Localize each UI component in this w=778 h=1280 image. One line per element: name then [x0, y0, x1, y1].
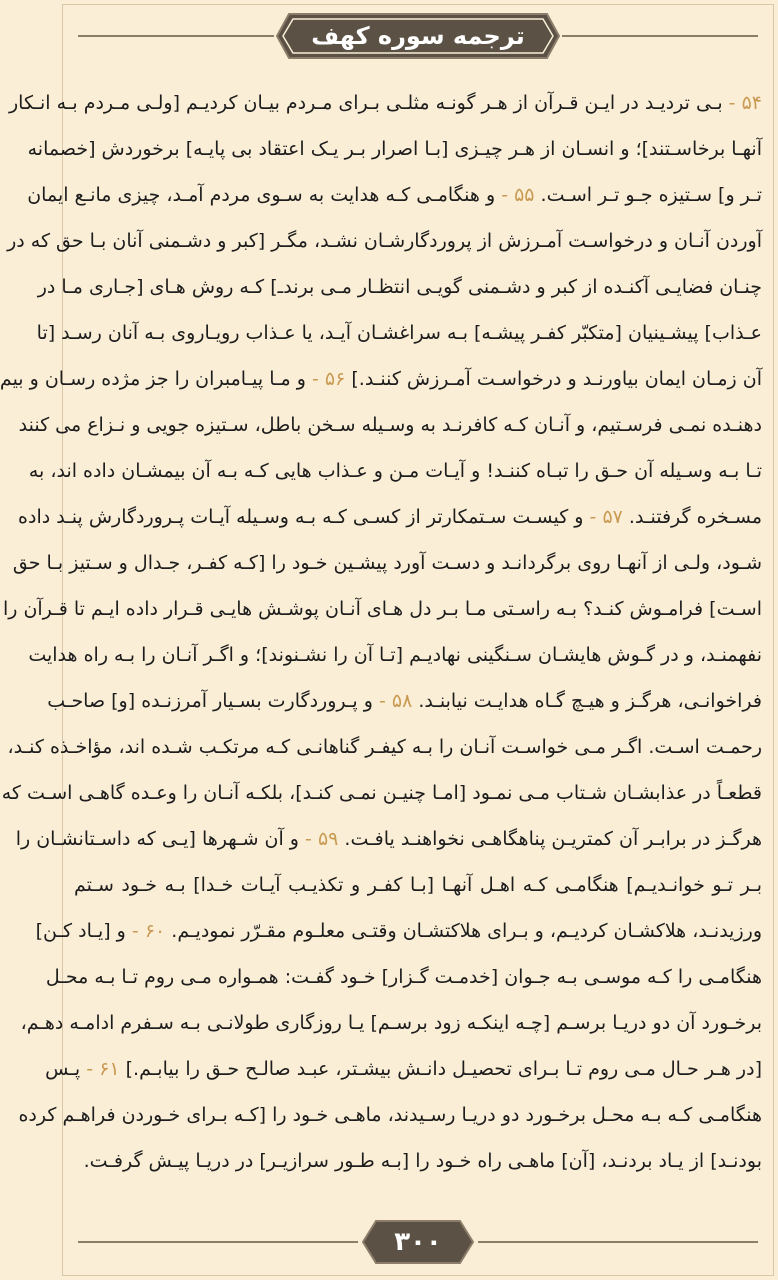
header: [58, 10, 778, 62]
text-line: [74, 1138, 762, 1184]
footer-rule-left: [78, 1241, 358, 1243]
text-segment: فراخوانـی، هرگـز و هیـچ گـاه هدایـت نیابنـد.: [412, 690, 762, 712]
text-segment: چنـان فضایـی آکنـده از کبر و دشـمنی گویـی انتظـار مـی برندـ] کـه روش هـای [جـاری مـا در: [37, 276, 762, 298]
text-segment: و آن شـهرها [یـی که داسـتانشـان را: [15, 828, 306, 850]
text-segment: و [یـاد کـن]: [35, 920, 132, 942]
text-segment: بـی تردیـد در ایـن قـرآن از هـر گونـه مثلـی بـرای مـردم بیـان کردیـم [ولـی مـردم بـه انـکار: [9, 92, 729, 114]
text-line: [27, 126, 762, 172]
text-segment: و کیسـت سـتمکارتر از کسـی کـه بـه وسـیله آیـات پـروردگارش پنـد داده: [18, 506, 590, 528]
text-segment: [در هـر حـال مـی روم تـا بـرای تحصیـل دانـش بیشـتر، عبـد صالـح حـق را بیابـم.]: [119, 1058, 762, 1080]
text-segment: هرگـز در برابـر آن کمتریـن پناهگاهـی نخواهنـد یافـت.: [338, 828, 762, 850]
text-line: [9, 80, 762, 126]
text-line: [28, 632, 762, 678]
text-line: [18, 494, 762, 540]
text-segment: عـذاب] پیشـینیان [متکبّر کفـر پیشـه] بـه سراغشـان آیـد، یا عـذاب رویـاروی بـه آنان رسـد [تا: [36, 322, 762, 344]
page-title: ترجمه سوره کهف: [311, 22, 525, 50]
text-segment: تـا بـه وسـیله آن حـق را تبـاه کننـد! و آیـات مـن و عـذاب هایی کـه بـه آن بیمشـان داده اند، به: [28, 460, 762, 482]
text-line: [2, 586, 762, 632]
text-segment: ورزیدنـد، هلاکشـان کردیـم، و بـرای هلاکتشـان وقتـی معلـوم مقـرّر نمودیـم.: [165, 920, 762, 942]
text-line: [1, 770, 762, 816]
text-segment: اسـت] فرامـوش کنـد؟ بـه راسـتی مـا بـر دل هـای آنـان پوشـش هایـی قـرار داده ایـم تا قـرآن را: [2, 598, 762, 620]
text-segment: تـر و] سـتیزه جـو تـر اسـت.: [534, 184, 762, 206]
text-line: [15, 816, 762, 862]
text-line: [45, 954, 762, 1000]
text-segment: برخـورد آن دو دریـا برسـم [چـه اینکـه زود برسـم] یـا روزگاری طولانـی بـه سـفرم ادامـه دهـم،: [20, 1012, 762, 1034]
footer: [58, 1214, 778, 1270]
text-line: [37, 264, 762, 310]
text-line: [18, 402, 762, 448]
text-segment: آن زمـان ایمان بیاورنـد و درخواسـت آمـرزش کننـد.]: [345, 368, 762, 390]
page-number: ۳۰۰: [394, 1227, 442, 1257]
text-segment: بـر تـو خوانـدیـم] هنگامـی کـه اهـل آنهـا [بـا کفـر و تکذیـب آیـات خـدا] بـه خـود سـتم: [74, 874, 762, 896]
verse-number: ۶۱ -: [86, 1058, 120, 1080]
text-line: [74, 862, 762, 908]
text-segment: شـود، ولـی از آنهـا روی برگردانـد و دسـت آورد پیشـین خـود را [کـه کفـر، جـدال و سـتیز بـا حق: [12, 552, 762, 574]
text-segment: قطعـاً در عذابشـان شـتاب مـی نمـود [امـا چنیـن نمـی کنـد]، بلکـه آنـان را وعـده گاهـی اسـت که: [1, 782, 762, 804]
text-segment: و مـا پیـامبران را جز مژده رسـان و بیم: [0, 368, 312, 390]
verse-number: ۵۹ -: [305, 828, 339, 850]
text-line: [35, 908, 762, 954]
text-line: [27, 172, 762, 218]
text-line: [28, 448, 762, 494]
verse-number: ۵۴ -: [728, 92, 762, 114]
text-segment: رحمـت اسـت. اگـر مـی خواسـت آنـان را بـه کیفـر گناهانـی کـه مرتکـب شـده اند، مؤاخـذه کنـد،: [7, 736, 762, 758]
header-rule-left: [78, 35, 274, 37]
text-line: [47, 678, 762, 724]
text-segment: آوردن آنـان و درخواسـت آمـرزش از پروردگارشـان نشـد، مگـر [کبر و دشـمنی آنان بـا حق که در: [7, 230, 762, 252]
header-rule-right: [562, 35, 758, 37]
text-segment: بودنـد] از یـاد بردنـد، [آن] ماهـی راه خـود را [بـه طـور سرازیـر] در دریـا پیـش گرفـت.: [83, 1150, 762, 1172]
text-line: [7, 218, 762, 264]
footer-rule-right: [478, 1241, 758, 1243]
text-segment: و هنگامـی کـه هدایت به سـوی مردم آمـد، چیزی مانـع ایمان: [27, 184, 502, 206]
text-segment: آنهـا برخاسـتند]؛ و انسـان از هـر چیـزی [بـا اصرار بـر یـک اعتقاد بی پایـه] برخوردش [خصمانه: [27, 138, 762, 160]
text-line: [18, 1092, 762, 1138]
text-line: [36, 310, 762, 356]
verse-number: ۵۶ -: [312, 368, 346, 390]
text-segment: و پـروردگارت بسـیار آمرزنـده [و] صاحـب: [47, 690, 379, 712]
verse-number: ۵۸ -: [378, 690, 413, 712]
translation-text: [0, 80, 762, 1184]
text-line: [45, 1046, 762, 1092]
text-line: [0, 356, 762, 402]
text-segment: هنگامـی را کـه موسـی بـه جـوان [خدمـت گـزار] خـود گفـت: همـواره مـی روم تـا بـه محـل: [45, 966, 762, 988]
verse-number: ۵۷ -: [589, 506, 623, 528]
verse-number: ۶۰ -: [131, 920, 166, 942]
text-segment: دهنـده نمـی فرسـتیم، و آنـان کـه کافرنـد به وسـیله سـخن باطل، سـتیزه جویی و نـزاع می کنند: [18, 414, 762, 436]
text-segment: هنگامـی کـه بـه محـل برخـورد دو دریـا رسـیدند، ماهـی خـود را [کـه بـرای خـوردن فراهـم کرده: [18, 1104, 762, 1126]
text-line: [12, 540, 762, 586]
text-line: [7, 724, 762, 770]
verse-number: ۵۵ -: [501, 184, 535, 206]
text-segment: پـس: [45, 1058, 87, 1080]
text-segment: مسـخره گرفتنـد.: [622, 506, 762, 528]
text-line: [20, 1000, 762, 1046]
text-segment: نفهمنـد، و در گـوش هایشـان سـنگینی نهادیـم [تـا آن را نشـنوند]؛ و اگـر آنـان را بـه راه هدایت: [28, 644, 762, 666]
